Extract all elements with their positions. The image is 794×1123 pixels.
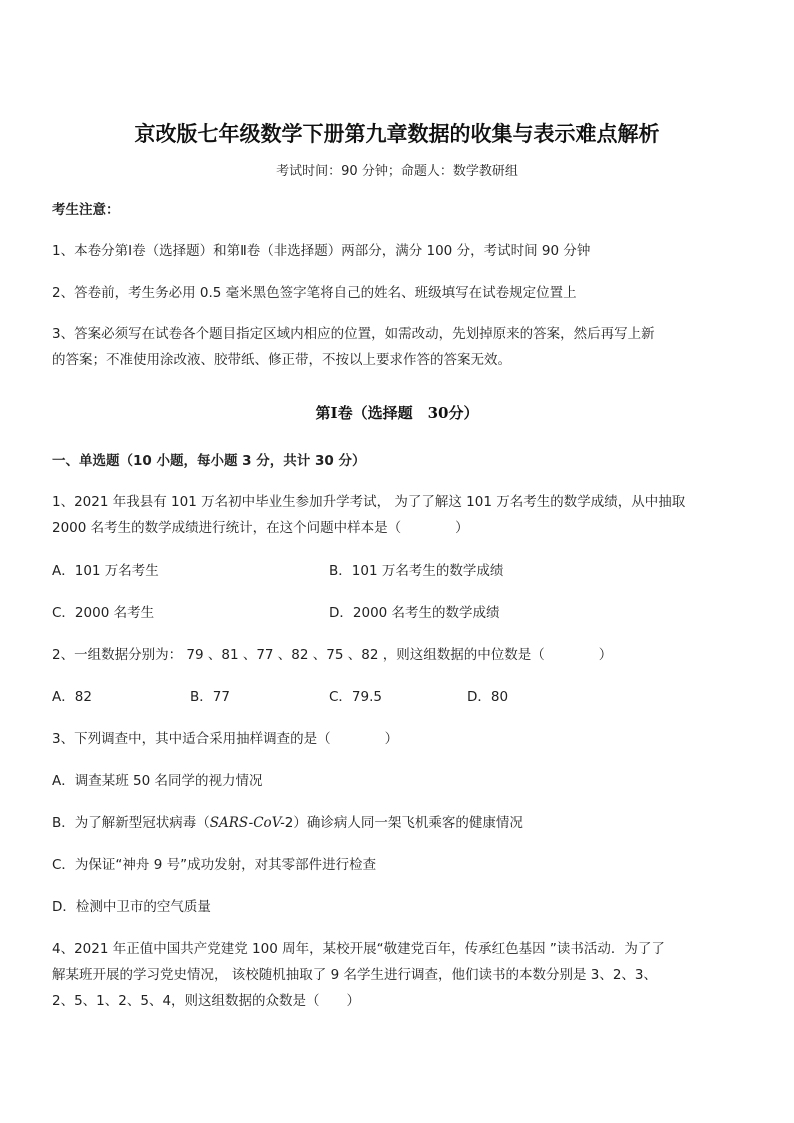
notice-item-3: 3、答案必须写在试卷各个题目指定区域内相应的位置，如需改动，先划掉原来的答案，然后再写上新 (52, 326, 655, 342)
q2-stem: 2、一组数据分别为： 79 、81 、77 、82 、75 、82 ，则这组数据的中位数是（ ） (52, 647, 613, 663)
notice-item-1: 1、本卷分第Ⅰ卷（选择题）和第Ⅱ卷（非选择题）两部分，满分 100 分，考试时间 90 分钟 (52, 243, 591, 259)
section-heading: 一、单选题（10 小题，每小题 3 分，共计 30 分） (52, 453, 366, 469)
q4-stem-line2: 解某班开展的学习党史情况， 该校随机抽取了 9 名学生进行调查，他们读书的本数分别是 3、2、3、 (52, 967, 658, 983)
q1-option-b[interactable]: B．101 万名考生的数学成绩 (329, 563, 504, 579)
q3-option-b[interactable] (52, 813, 752, 833)
q2-option-d[interactable]: D．80 (467, 689, 509, 705)
q1-option-c[interactable]: C．2000 名考生 (52, 605, 155, 621)
q3-option-b-virus: SARS-CoV- (209, 815, 285, 831)
q2-option-c[interactable]: C．79.5 (329, 689, 382, 705)
q3-option-c[interactable]: C．为保证“神舟 9 号”成功发射，对其零部件进行检查 (52, 857, 377, 873)
q3-stem: 3、下列调查中，其中适合采用抽样调查的是（ ） (52, 731, 399, 747)
q3-option-b-post: 2）确诊病人同一架飞机乘客的健康情况 (284, 815, 523, 831)
q1-stem-line2: 2000 名考生的数学成绩进行统计，在这个问题中样本是（ ） (52, 520, 469, 536)
q1-option-d[interactable]: D．2000 名考生的数学成绩 (329, 605, 500, 621)
q1-stem-line1: 1、2021 年我县有 101 万名初中毕业生参加升学考试， 为了了解这 101 万名考生的数学成绩，从中抽取 (52, 494, 686, 510)
page-title: 京改版七年级数学下册第九章数据的收集与表示难点解析 (134, 121, 660, 146)
exam-info: 考试时间：90 分钟；命题人：数学教研组 (276, 164, 518, 179)
part-title: 第Ⅰ卷（选择题 30分） (315, 404, 479, 422)
q3-option-d[interactable]: D．检测中卫市的空气质量 (52, 899, 211, 915)
q1-option-a[interactable]: A．101 万名考生 (52, 563, 159, 579)
q4-stem-line1: 4、2021 年正值中国共产党建党 100 周年，某校开展“敬建党百年，传承红色基因 ”读书活动．为了了 (52, 941, 665, 957)
notice-item-2: 2、答卷前，考生务必用 0.5 毫米黑色签字笔将自己的姓名、班级填写在试卷规定位置上 (52, 285, 577, 301)
q4-stem-line3: 2、5、1、2、5、4，则这组数据的众数是（ ） (52, 993, 361, 1009)
q2-option-b[interactable]: B．77 (190, 689, 230, 705)
notice-heading: 考生注意： (52, 202, 120, 218)
q3-option-b-pre: B．为了解新型冠状病毒（ (52, 815, 210, 831)
q2-option-a[interactable]: A．82 (52, 689, 92, 705)
notice-item-3-cont: 的答案；不准使用涂改液、胶带纸、修正带，不按以上要求作答的答案无效。 (52, 352, 511, 368)
q3-option-a[interactable]: A．调查某班 50 名同学的视力情况 (52, 773, 263, 789)
